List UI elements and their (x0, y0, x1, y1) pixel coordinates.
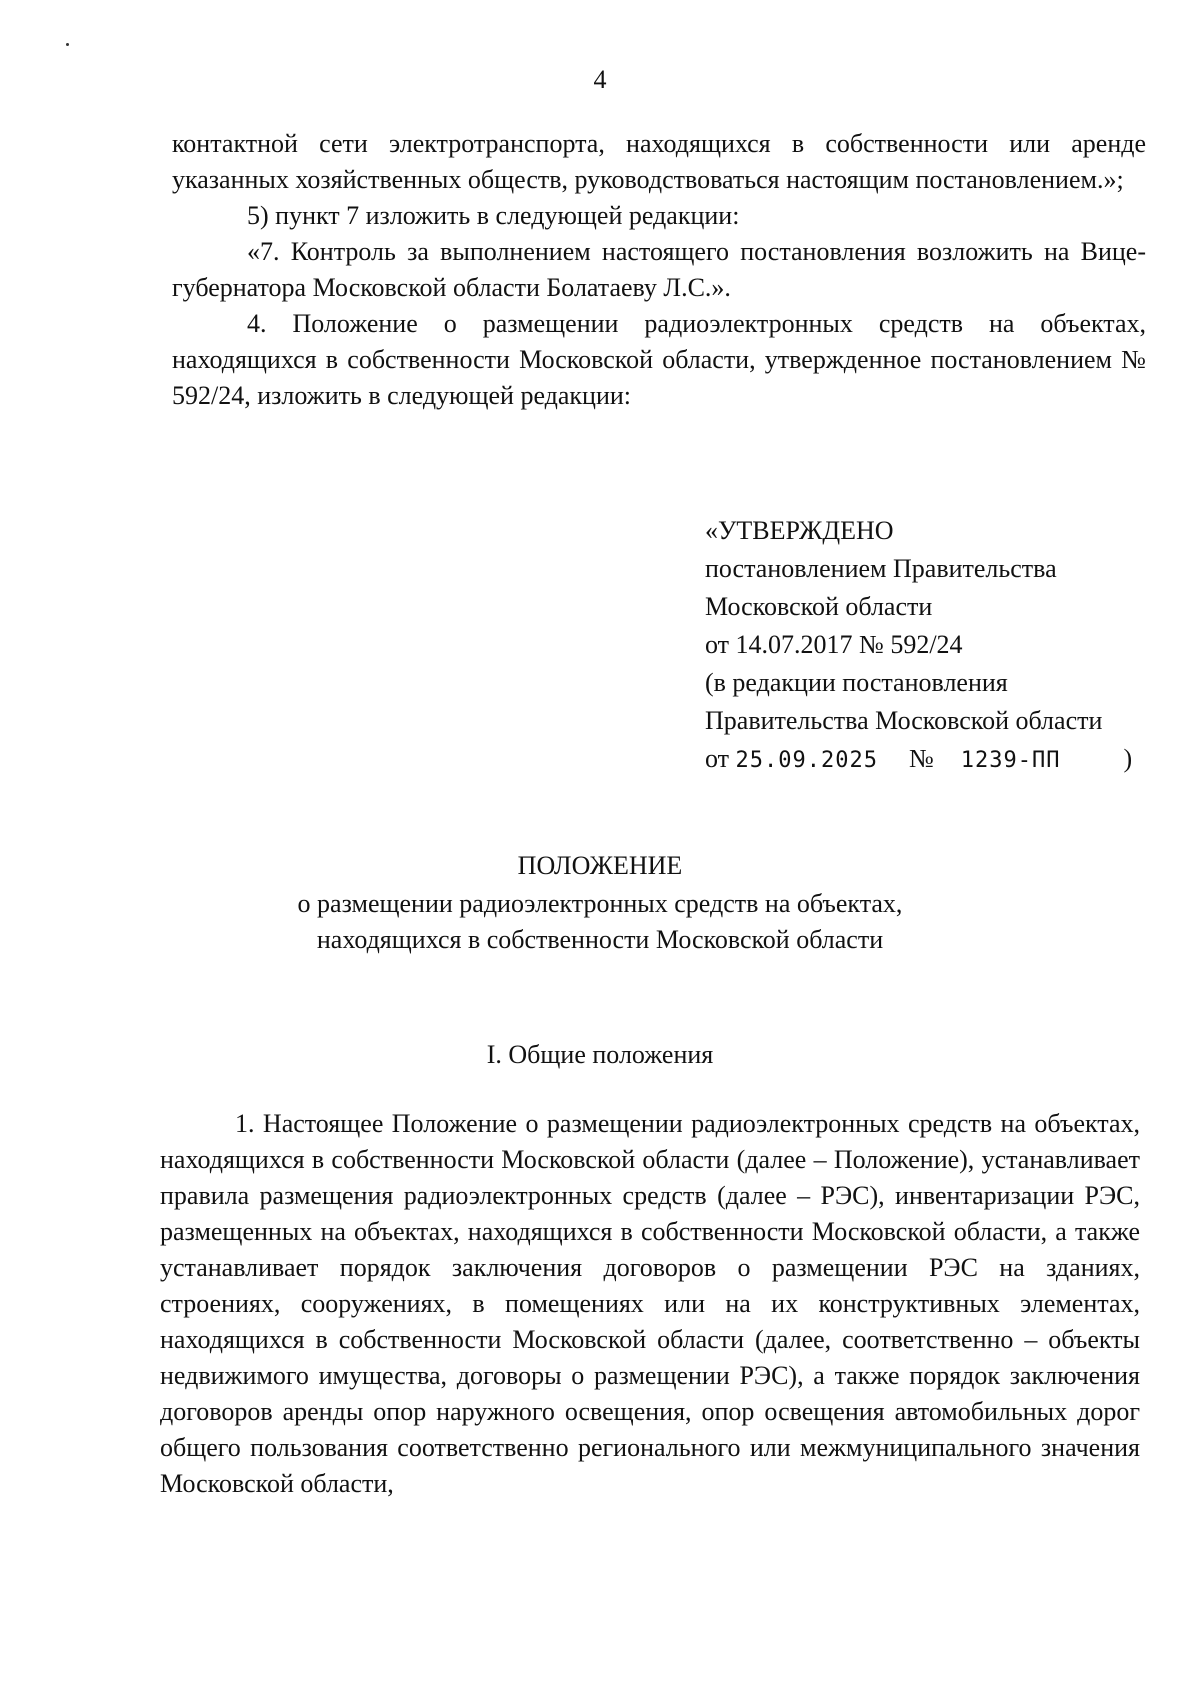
approval-block (705, 512, 1145, 780)
stamp-close-paren: ) (1123, 744, 1133, 773)
top-text-block (172, 126, 1146, 414)
paragraph-item-4: 4. Положение о размещении радиоэлектронных средств на объектах, находящихся в собственности Московской области, утвержденное постановлением № 592/24, изложить в следующей редакции: (172, 309, 1146, 410)
stamp-prefix: от (705, 744, 730, 773)
approval-line-approved: «УТВЕРЖДЕНО (705, 516, 894, 545)
paragraph-continuation: контактной сети электротранспорта, находящихся в собственности или аренде указанных хозяйственных обществ, руководствоваться настоящим постановлением.»; (172, 129, 1146, 194)
stamp-date: 25.09.2025 (735, 748, 878, 773)
stamp-number: 1239-ПП (960, 748, 1061, 773)
section-heading: I. Общие положения (486, 1040, 714, 1069)
stamp-number-sign: № (908, 744, 934, 773)
paragraph-general-1: 1. Настоящее Положение о размещении радиоэлектронных средств на объектах, находящихся в собственности Московской области (далее – Положение), устанавливает правила размещения радиоэлектронных средств (далее – РЭС), инвентаризации РЭС, размещенных на объектах, находящихся в собственности Московской области, а также устанавливает порядок заключения договоров о размещении РЭС на зданиях, строениях, сооружениях, в помещениях или на их конструктивных элементах, находящихся в собственности Московской области (далее, соответственно – объекты недвижимого имущества, договоры о размещении РЭС), а также порядок заключения договоров аренды опор наружного освещения, опор освещения автомобильных дорог общего пользования соответственно регионального или межмуниципального значения Московской области, (160, 1109, 1140, 1498)
approval-line-resolution: постановлением Правительства (705, 554, 1057, 583)
approval-line-region: Московской области (705, 592, 933, 621)
scan-speck (66, 43, 69, 46)
page-number: 4 (593, 65, 607, 94)
approval-line-edition: (в редакции постановления (705, 668, 1008, 697)
document-subtitle-line1: о размещении радиоэлектронных средств на объектах, (297, 889, 903, 918)
document-subtitle-line2: находящихся в собственности Московской области (316, 925, 884, 954)
document-title: ПОЛОЖЕНИЕ (517, 851, 683, 880)
paragraph-point-5: 5) пункт 7 изложить в следующей редакции: (247, 201, 740, 230)
body-text-block (160, 1106, 1140, 1502)
approval-line-government: Правительства Московской области (705, 706, 1103, 735)
paragraph-point-7: «7. Контроль за выполнением настоящего постановления возложить на Вице-губернатора Московской области Болатаеву Л.С.». (172, 237, 1146, 302)
approval-line-stamp (705, 740, 1145, 780)
approval-line-original-date: от 14.07.2017 № 592/24 (705, 630, 963, 659)
